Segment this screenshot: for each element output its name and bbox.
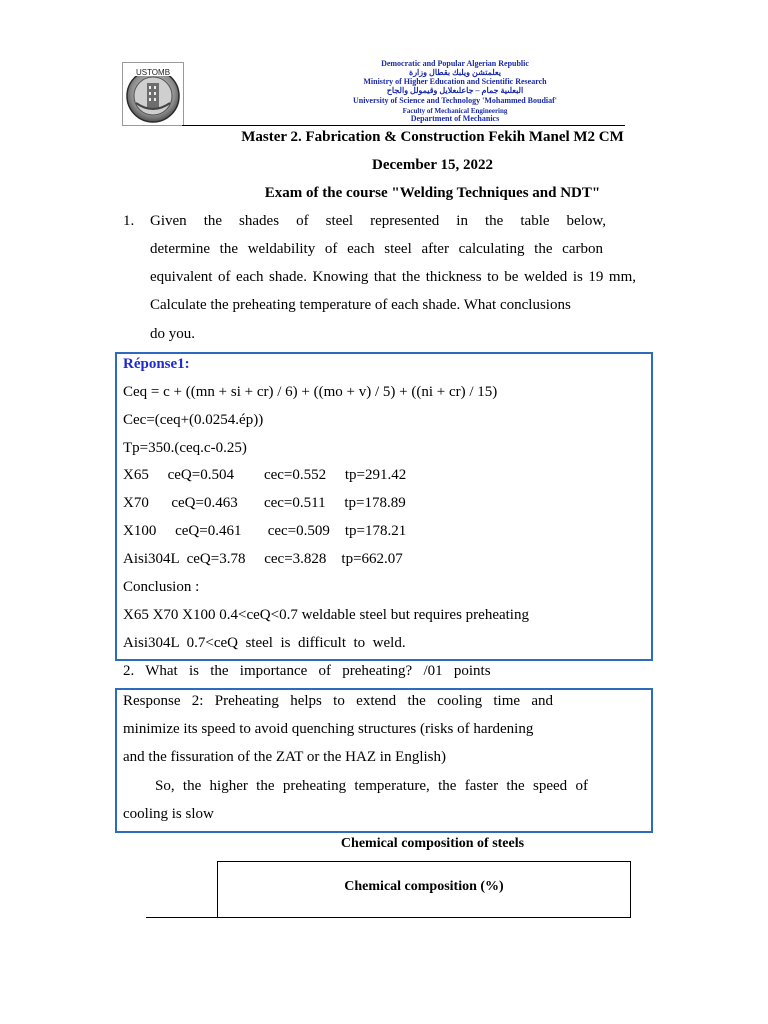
exam-date: December 15, 2022 [372, 157, 493, 173]
response1-result-aisi304l: Aisi304L ceQ=3.78 cec=3.828 tp=662.07 [123, 551, 403, 567]
header-ministry: Ministry of Higher Education and Scientific Research [363, 77, 547, 86]
response2-line: cooling is slow [123, 806, 214, 822]
response1-formula-ceq: Ceq = c + ((mn + si + cr) / 6) + ((mo + v) / 5) + ((ni + cr) / 15) [123, 384, 498, 400]
response2-line: and the fissuration of the ZAT or the HAZ in English) [123, 749, 446, 765]
response1-formula-cec: Cec=(ceq+(0.0254.ép)) [123, 412, 264, 428]
question1-line: Given the shades of steel represented in the table below, [150, 213, 606, 229]
response1-formula-tp: Tp=350.(ceq.c-0.25) [123, 440, 247, 456]
university-seal-icon [123, 63, 183, 125]
header-faculty: Faculty of Mechanical Engineering [402, 107, 508, 115]
university-logo [122, 62, 184, 126]
question1-line: equivalent of each shade. Knowing that the thickness to be welded is 19 mm, [150, 269, 636, 285]
response1-result-x100: X100 ceQ=0.461 cec=0.509 tp=178.21 [123, 523, 407, 539]
header-republic: Democratic and Popular Algerian Republic [381, 59, 529, 68]
header-university: University of Science and Technology 'Mohammed Boudiaf' [352, 96, 557, 105]
header-ministry-arabic: يعلمتشن ويلبك بقطال وزارة [409, 68, 501, 77]
composition-table-header: Chemical composition (%) [344, 879, 504, 894]
header-university-arabic: البعلىية جمام – جاعلىعلايل وقيمولل والجاح [386, 86, 524, 95]
response1-conclusion-label: Conclusion : [123, 579, 200, 595]
svg-text:USTOMB: USTOMB [135, 68, 171, 77]
question1-line: Calculate the preheating temperature of each shade. What conclusions [150, 297, 571, 313]
question1-line: do you. [150, 326, 195, 342]
response2-line: Response 2: Preheating helps to extend the cooling time and [123, 693, 553, 709]
header-department: Department of Mechanics [410, 114, 500, 123]
table-bottom-rule [146, 917, 631, 918]
question2-text: 2. What is the importance of preheating? /01 points [123, 663, 491, 679]
response2-line: So, the higher the preheating temperature, the faster the speed of [155, 778, 588, 794]
response1-conclusion-line: X65 X70 X100 0.4<ceQ<0.7 weldable steel but requires preheating [123, 607, 529, 623]
exam-title-line1: Master 2. Fabrication & Construction Fekih Manel M2 CM [241, 129, 624, 145]
exam-course-title: Exam of the course "Welding Techniques and NDT" [264, 185, 601, 201]
header-divider [182, 125, 625, 126]
question1-number: 1. [123, 213, 135, 229]
response1-result-x65: X65 ceQ=0.504 cec=0.552 tp=291.42 [123, 467, 407, 483]
table-caption: Chemical composition of steels [340, 836, 525, 851]
response1-conclusion-line: Aisi304L 0.7<ceQ steel is difficult to weld. [123, 635, 406, 651]
question1-line: determine the weldability of each steel after calculating the carbon [150, 241, 603, 257]
response1-result-x70: X70 ceQ=0.463 cec=0.511 tp=178.89 [123, 495, 406, 511]
response1-title: Réponse1: [123, 356, 190, 372]
response2-line: minimize its speed to avoid quenching structures (risks of hardening [123, 721, 534, 737]
